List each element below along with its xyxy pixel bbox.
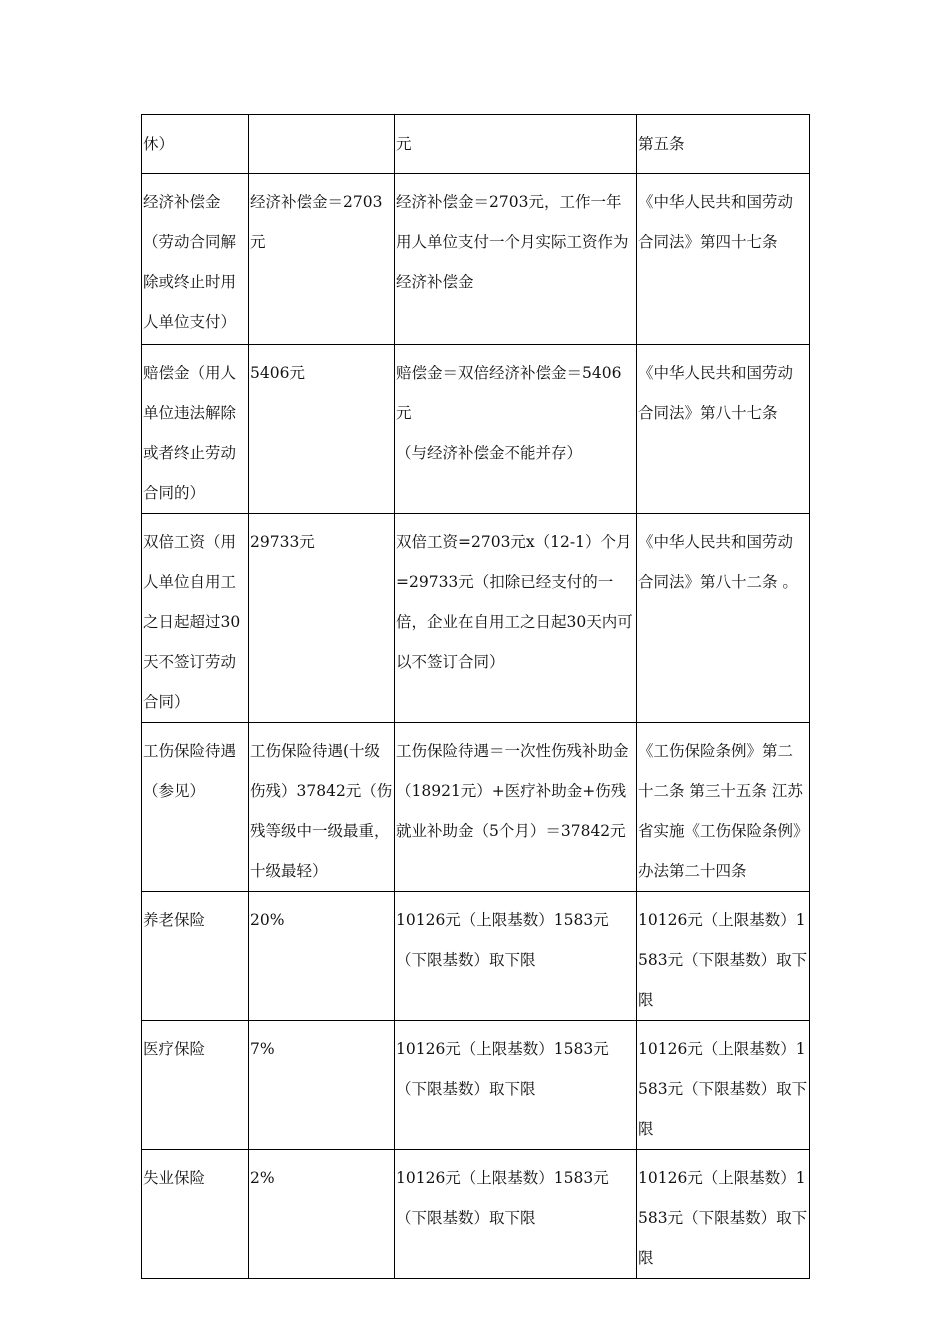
table-cell: 10126元（上限基数）1583元（下限基数）取下限 (395, 1150, 637, 1279)
table-cell: 《中华人民共和国劳动合同法》第四十七条 (637, 174, 810, 345)
table-cell: 经济补偿金＝2703元 (249, 174, 395, 345)
table-cell: 休） (142, 115, 249, 174)
table-row (142, 892, 810, 1021)
table-cell (249, 115, 395, 174)
table-cell: 医疗保险 (142, 1021, 249, 1150)
table-cell: 经济补偿金（劳动合同解除或终止时用人单位支付） (142, 174, 249, 345)
table-row (142, 345, 810, 514)
table-cell: 10126元（上限基数）1583元（下限基数）取下限 (637, 1150, 810, 1279)
table-cell: 工伤保险待遇＝一次性伤残补助金（18921元）+医疗补助金+伤残就业补助金（5个月）＝37842元 (395, 723, 637, 892)
table-cell: 双倍工资（用人单位自用工之日起超过30天不签订劳动合同） (142, 514, 249, 723)
table-cell: 《工伤保险条例》第二十二条 第三十五条 江苏省实施《工伤保险条例》办法第二十四条 (637, 723, 810, 892)
table-cell: 2% (249, 1150, 395, 1279)
table-cell: 10126元（上限基数）1583元（下限基数）取下限 (395, 1021, 637, 1150)
table-cell: 第五条 (637, 115, 810, 174)
table-cell: 赔偿金（用人单位违法解除或者终止劳动合同的） (142, 345, 249, 514)
table-row (142, 1021, 810, 1150)
table-cell: 经济补偿金＝2703元，工作一年用人单位支付一个月实际工资作为经济补偿金 (395, 174, 637, 345)
table-cell: 元 (395, 115, 637, 174)
table-cell: 10126元（上限基数）1583元（下限基数）取下限 (637, 1021, 810, 1150)
table-cell: 《中华人民共和国劳动合同法》第八十七条 (637, 345, 810, 514)
table-cell: 双倍工资=2703元x（12-1）个月=29733元（扣除已经支付的一倍，企业在自用工之日起30天内可以不签订合同） (395, 514, 637, 723)
table-row (142, 723, 810, 892)
table-cell: 赔偿金＝双倍经济补偿金＝5406元 （与经济补偿金不能并存） (395, 345, 637, 514)
table-cell: 养老保险 (142, 892, 249, 1021)
table-cell: 20% (249, 892, 395, 1021)
table-row (142, 174, 810, 345)
table-cell: 7% (249, 1021, 395, 1150)
table-row (142, 514, 810, 723)
table-cell: 工伤保险待遇（参见） (142, 723, 249, 892)
table-cell: 10126元（上限基数）1583元（下限基数）取下限 (637, 892, 810, 1021)
table-cell: 工伤保险待遇(十级伤残）37842元（伤残等级中一级最重，十级最轻） (249, 723, 395, 892)
table-cell: 10126元（上限基数）1583元（下限基数）取下限 (395, 892, 637, 1021)
compensation-table (141, 114, 810, 1279)
table-cell: 5406元 (249, 345, 395, 514)
table-cell: 失业保险 (142, 1150, 249, 1279)
table-row (142, 1150, 810, 1279)
table-row (142, 115, 810, 174)
table-cell: 29733元 (249, 514, 395, 723)
table-cell: 《中华人民共和国劳动合同法》第八十二条 。 (637, 514, 810, 723)
